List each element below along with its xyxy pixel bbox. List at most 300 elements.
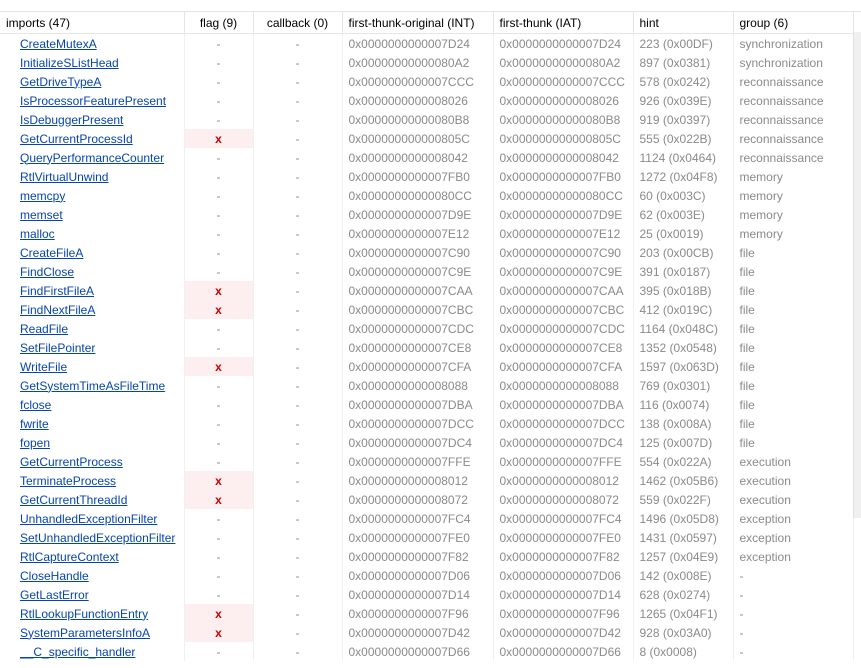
flag-cell: - <box>184 186 253 205</box>
int-cell: 0x0000000000008026 <box>342 91 493 110</box>
import-name-cell <box>0 357 184 376</box>
group-cell: file <box>733 395 853 414</box>
hint-cell: 1431 (0x0597) <box>633 528 733 547</box>
iat-cell: 0x0000000000007FFE <box>493 452 633 471</box>
callback-cell: - <box>253 167 342 186</box>
int-cell: 0x0000000000007CCC <box>342 72 493 91</box>
hint-cell: 628 (0x0274) <box>633 585 733 604</box>
table-row[interactable] <box>0 433 853 452</box>
import-name-link[interactable]: GetCurrentProcessId <box>20 131 133 146</box>
iat-cell: 0x0000000000007CDC <box>493 319 633 338</box>
header-imports[interactable]: imports (47) <box>0 12 184 34</box>
callback-cell: - <box>253 34 342 54</box>
flag-cell: - <box>184 376 253 395</box>
int-cell: 0x0000000000007D42 <box>342 623 493 642</box>
iat-cell: 0x0000000000008088 <box>493 376 633 395</box>
int-cell: 0x0000000000007D24 <box>342 34 493 54</box>
flag-cell: - <box>184 452 253 471</box>
callback-cell: - <box>253 471 342 490</box>
callback-cell: - <box>253 300 342 319</box>
import-name-cell <box>0 509 184 528</box>
vertical-scrollbar[interactable] <box>853 32 861 518</box>
import-name-link[interactable]: CreateFileA <box>20 245 84 260</box>
callback-cell: - <box>253 547 342 566</box>
iat-cell: 0x0000000000007C90 <box>493 243 633 262</box>
flag-cell: - <box>184 167 253 186</box>
import-name-cell <box>0 205 184 224</box>
callback-cell: - <box>253 509 342 528</box>
table-row[interactable] <box>0 53 853 72</box>
import-name-cell <box>0 433 184 452</box>
group-cell: synchronization <box>733 53 853 72</box>
import-name-link[interactable]: memset <box>20 207 63 222</box>
int-cell: 0x0000000000007CAA <box>342 281 493 300</box>
hint-cell: 1352 (0x0548) <box>633 338 733 357</box>
int-cell: 0x0000000000007FC4 <box>342 509 493 528</box>
import-name-cell <box>0 224 184 243</box>
hint-cell: 1164 (0x048C) <box>633 319 733 338</box>
group-cell: synchronization <box>733 34 853 54</box>
import-name-link[interactable]: FindClose <box>20 264 75 279</box>
table-row[interactable] <box>0 452 853 471</box>
flag-cell: x <box>184 357 253 376</box>
callback-cell: - <box>253 433 342 452</box>
import-name-link[interactable]: RtlLookupFunctionEntry <box>20 606 149 621</box>
group-cell: exception <box>733 509 853 528</box>
table-row[interactable] <box>0 338 853 357</box>
group-cell: file <box>733 262 853 281</box>
flag-cell: - <box>184 224 253 243</box>
table-row[interactable] <box>0 566 853 585</box>
iat-cell: 0x0000000000007FC4 <box>493 509 633 528</box>
callback-cell: - <box>253 490 342 509</box>
import-name-link[interactable]: UnhandledExceptionFilter <box>20 511 158 526</box>
flag-cell: - <box>184 528 253 547</box>
import-name-link[interactable]: RtlVirtualUnwind <box>20 169 109 184</box>
callback-cell: - <box>253 262 342 281</box>
imports-table <box>0 12 854 661</box>
table-row[interactable] <box>0 205 853 224</box>
import-name-link[interactable]: GetSystemTimeAsFileTime <box>20 378 166 393</box>
import-name-cell <box>0 547 184 566</box>
iat-cell: 0x0000000000007D06 <box>493 566 633 585</box>
int-cell: 0x00000000000080CC <box>342 186 493 205</box>
import-name-cell <box>0 376 184 395</box>
callback-cell: - <box>253 319 342 338</box>
iat-cell: 0x0000000000007FE0 <box>493 528 633 547</box>
hint-cell: 1496 (0x05D8) <box>633 509 733 528</box>
callback-cell: - <box>253 53 342 72</box>
int-cell: 0x0000000000007FE0 <box>342 528 493 547</box>
table-row[interactable] <box>0 357 853 376</box>
group-cell: execution <box>733 452 853 471</box>
table-row[interactable] <box>0 376 853 395</box>
iat-cell: 0x00000000000080CC <box>493 186 633 205</box>
import-name-link[interactable]: IsProcessorFeaturePresent <box>20 93 167 108</box>
table-row[interactable] <box>0 224 853 243</box>
hint-cell: 928 (0x03A0) <box>633 623 733 642</box>
int-cell: 0x0000000000007CBC <box>342 300 493 319</box>
import-name-link[interactable]: SetUnhandledExceptionFilter <box>20 530 176 545</box>
int-cell: 0x0000000000007DBA <box>342 395 493 414</box>
group-cell: file <box>733 414 853 433</box>
hint-cell: 203 (0x00CB) <box>633 243 733 262</box>
hint-cell: 559 (0x022F) <box>633 490 733 509</box>
iat-cell: 0x00000000000080B8 <box>493 110 633 129</box>
header-callback[interactable]: callback (0) <box>253 12 342 34</box>
int-cell: 0x0000000000007CDC <box>342 319 493 338</box>
hint-cell: 62 (0x003E) <box>633 205 733 224</box>
callback-cell: - <box>253 110 342 129</box>
flag-cell: - <box>184 642 253 661</box>
import-name-link[interactable]: ReadFile <box>20 321 69 336</box>
group-cell: - <box>733 604 853 623</box>
iat-cell: 0x0000000000007E12 <box>493 224 633 243</box>
import-name-cell <box>0 91 184 110</box>
callback-cell: - <box>253 186 342 205</box>
callback-cell: - <box>253 281 342 300</box>
hint-cell: 897 (0x0381) <box>633 53 733 72</box>
group-cell: memory <box>733 167 853 186</box>
hint-cell: 1265 (0x04F1) <box>633 604 733 623</box>
flag-cell: - <box>184 91 253 110</box>
import-name-link[interactable]: fopen <box>20 435 51 450</box>
iat-cell: 0x0000000000008042 <box>493 148 633 167</box>
iat-cell: 0x000000000000805C <box>493 129 633 148</box>
import-name-cell <box>0 452 184 471</box>
group-cell: - <box>733 585 853 604</box>
import-name-link[interactable]: malloc <box>20 226 55 241</box>
flag-cell: x <box>184 623 253 642</box>
int-cell: 0x0000000000008042 <box>342 148 493 167</box>
import-name-link[interactable]: SystemParametersInfoA <box>20 625 151 640</box>
import-name-link[interactable]: FindNextFileA <box>20 302 96 317</box>
group-cell: memory <box>733 205 853 224</box>
group-cell: - <box>733 623 853 642</box>
iat-cell: 0x00000000000080A2 <box>493 53 633 72</box>
table-row[interactable] <box>0 129 853 148</box>
table-row[interactable] <box>0 490 853 509</box>
int-cell: 0x0000000000008072 <box>342 490 493 509</box>
int-cell: 0x0000000000007D06 <box>342 566 493 585</box>
group-cell: - <box>733 566 853 585</box>
import-name-cell <box>0 34 184 54</box>
group-cell: execution <box>733 490 853 509</box>
import-name-link[interactable]: RtlCaptureContext <box>20 549 119 564</box>
int-cell: 0x0000000000007DC4 <box>342 433 493 452</box>
int-cell: 0x0000000000007C90 <box>342 243 493 262</box>
flag-cell: x <box>184 300 253 319</box>
hint-cell: 60 (0x003C) <box>633 186 733 205</box>
callback-cell: - <box>253 224 342 243</box>
table-row[interactable] <box>0 319 853 338</box>
top-border <box>0 0 861 12</box>
hint-cell: 142 (0x008E) <box>633 566 733 585</box>
table-row[interactable] <box>0 262 853 281</box>
int-cell: 0x0000000000007D14 <box>342 585 493 604</box>
hint-cell: 555 (0x022B) <box>633 129 733 148</box>
flag-cell: x <box>184 490 253 509</box>
header-iat[interactable]: first-thunk (IAT) <box>493 12 633 34</box>
import-name-cell <box>0 186 184 205</box>
table-row[interactable] <box>0 414 853 433</box>
table-row[interactable] <box>0 509 853 528</box>
hint-cell: 1257 (0x04E9) <box>633 547 733 566</box>
flag-cell: - <box>184 509 253 528</box>
callback-cell: - <box>253 604 342 623</box>
group-cell: reconnaissance <box>733 110 853 129</box>
callback-cell: - <box>253 566 342 585</box>
table-row[interactable] <box>0 528 853 547</box>
flag-cell: - <box>184 319 253 338</box>
flag-cell: - <box>184 566 253 585</box>
int-cell: 0x0000000000007F82 <box>342 547 493 566</box>
import-name-cell <box>0 623 184 642</box>
callback-cell: - <box>253 357 342 376</box>
int-cell: 0x0000000000008088 <box>342 376 493 395</box>
table-row[interactable] <box>0 395 853 414</box>
import-name-cell <box>0 243 184 262</box>
flag-cell: - <box>184 414 253 433</box>
import-name-link[interactable]: GetCurrentProcess <box>20 454 123 469</box>
iat-cell: 0x0000000000007C9E <box>493 262 633 281</box>
iat-cell: 0x0000000000008026 <box>493 91 633 110</box>
callback-cell: - <box>253 452 342 471</box>
import-name-cell <box>0 604 184 623</box>
iat-cell: 0x0000000000007DBA <box>493 395 633 414</box>
import-name-cell <box>0 148 184 167</box>
callback-cell: - <box>253 243 342 262</box>
flag-cell: x <box>184 471 253 490</box>
flag-cell: - <box>184 148 253 167</box>
table-row[interactable] <box>0 471 853 490</box>
import-name-cell <box>0 319 184 338</box>
group-cell: file <box>733 338 853 357</box>
int-cell: 0x0000000000007C9E <box>342 262 493 281</box>
iat-cell: 0x0000000000008072 <box>493 490 633 509</box>
header-group[interactable]: group (6) <box>733 12 853 34</box>
group-cell: file <box>733 243 853 262</box>
iat-cell: 0x0000000000007CCC <box>493 72 633 91</box>
flag-cell: - <box>184 205 253 224</box>
iat-cell: 0x0000000000007D9E <box>493 205 633 224</box>
import-name-link[interactable]: __C_specific_handler <box>20 644 136 659</box>
import-name-cell <box>0 490 184 509</box>
table-row[interactable] <box>0 585 853 604</box>
group-cell: memory <box>733 224 853 243</box>
hint-cell: 769 (0x0301) <box>633 376 733 395</box>
iat-cell: 0x0000000000007DC4 <box>493 433 633 452</box>
iat-cell: 0x0000000000007D42 <box>493 623 633 642</box>
flag-cell: - <box>184 338 253 357</box>
import-name-cell <box>0 72 184 91</box>
flag-cell: - <box>184 547 253 566</box>
int-cell: 0x0000000000007E12 <box>342 224 493 243</box>
hint-cell: 1124 (0x0464) <box>633 148 733 167</box>
iat-cell: 0x0000000000007CAA <box>493 281 633 300</box>
import-name-link[interactable]: FindFirstFileA <box>20 283 95 298</box>
import-name-link[interactable]: fclose <box>20 397 52 412</box>
import-name-cell <box>0 300 184 319</box>
table-row[interactable] <box>0 34 853 54</box>
callback-cell: - <box>253 72 342 91</box>
flag-cell: - <box>184 262 253 281</box>
import-name-cell <box>0 338 184 357</box>
callback-cell: - <box>253 91 342 110</box>
iat-cell: 0x0000000000008012 <box>493 471 633 490</box>
group-cell: memory <box>733 186 853 205</box>
flag-cell: x <box>184 604 253 623</box>
table-row[interactable] <box>0 148 853 167</box>
group-cell: file <box>733 357 853 376</box>
import-name-cell <box>0 281 184 300</box>
iat-cell: 0x0000000000007D66 <box>493 642 633 661</box>
import-name-link[interactable]: CloseHandle <box>20 568 89 583</box>
int-cell: 0x00000000000080A2 <box>342 53 493 72</box>
callback-cell: - <box>253 623 342 642</box>
group-cell: reconnaissance <box>733 148 853 167</box>
flag-cell: x <box>184 129 253 148</box>
table-row[interactable] <box>0 281 853 300</box>
hint-cell: 25 (0x0019) <box>633 224 733 243</box>
group-cell: reconnaissance <box>733 129 853 148</box>
table-row[interactable] <box>0 167 853 186</box>
callback-cell: - <box>253 414 342 433</box>
int-cell: 0x0000000000007DCC <box>342 414 493 433</box>
hint-cell: 391 (0x0187) <box>633 262 733 281</box>
table-row[interactable] <box>0 604 853 623</box>
import-name-link[interactable]: TerminateProcess <box>20 473 117 488</box>
hint-cell: 578 (0x0242) <box>633 72 733 91</box>
import-name-cell <box>0 528 184 547</box>
int-cell: 0x0000000000007FFE <box>342 452 493 471</box>
import-name-link[interactable]: GetCurrentThreadId <box>20 492 128 507</box>
import-name-cell <box>0 585 184 604</box>
callback-cell: - <box>253 338 342 357</box>
flag-cell: - <box>184 433 253 452</box>
hint-cell: 8 (0x0008) <box>633 642 733 661</box>
table-row[interactable] <box>0 642 853 661</box>
hint-cell: 919 (0x0397) <box>633 110 733 129</box>
group-cell: file <box>733 319 853 338</box>
table-row[interactable] <box>0 186 853 205</box>
iat-cell: 0x0000000000007FB0 <box>493 167 633 186</box>
callback-cell: - <box>253 642 342 661</box>
int-cell: 0x00000000000080B8 <box>342 110 493 129</box>
hint-cell: 125 (0x007D) <box>633 433 733 452</box>
table-row[interactable] <box>0 623 853 642</box>
callback-cell: - <box>253 528 342 547</box>
hint-cell: 395 (0x018B) <box>633 281 733 300</box>
callback-cell: - <box>253 148 342 167</box>
import-name-cell <box>0 566 184 585</box>
group-cell: reconnaissance <box>733 72 853 91</box>
flag-cell: x <box>184 281 253 300</box>
flag-cell: - <box>184 53 253 72</box>
header-int[interactable]: first-thunk-original (INT) <box>342 12 493 34</box>
iat-cell: 0x0000000000007CFA <box>493 357 633 376</box>
import-name-cell <box>0 110 184 129</box>
iat-cell: 0x0000000000007D24 <box>493 34 633 54</box>
group-cell: exception <box>733 528 853 547</box>
table-row[interactable] <box>0 110 853 129</box>
iat-cell: 0x0000000000007F82 <box>493 547 633 566</box>
hint-cell: 554 (0x022A) <box>633 452 733 471</box>
import-name-link[interactable]: IsDebuggerPresent <box>20 112 124 127</box>
flag-cell: - <box>184 72 253 91</box>
callback-cell: - <box>253 376 342 395</box>
hint-cell: 1462 (0x05B6) <box>633 471 733 490</box>
group-cell: file <box>733 300 853 319</box>
int-cell: 0x0000000000007CFA <box>342 357 493 376</box>
callback-cell: - <box>253 395 342 414</box>
iat-cell: 0x0000000000007DCC <box>493 414 633 433</box>
header-flag[interactable]: flag (9) <box>184 12 253 34</box>
callback-cell: - <box>253 585 342 604</box>
import-name-link[interactable]: WriteFile <box>20 359 68 374</box>
group-cell: execution <box>733 471 853 490</box>
table-row[interactable] <box>0 243 853 262</box>
group-cell: - <box>733 642 853 661</box>
flag-cell: - <box>184 34 253 54</box>
table-row[interactable] <box>0 91 853 110</box>
import-name-link[interactable]: CreateMutexA <box>20 36 97 51</box>
import-name-cell <box>0 167 184 186</box>
import-name-cell <box>0 53 184 72</box>
int-cell: 0x000000000000805C <box>342 129 493 148</box>
group-cell: file <box>733 376 853 395</box>
group-cell: reconnaissance <box>733 91 853 110</box>
hint-cell: 223 (0x00DF) <box>633 34 733 54</box>
callback-cell: - <box>253 205 342 224</box>
hint-cell: 1597 (0x063D) <box>633 357 733 376</box>
iat-cell: 0x0000000000007F96 <box>493 604 633 623</box>
import-name-link[interactable]: GetDriveTypeA <box>20 74 102 89</box>
int-cell: 0x0000000000007D9E <box>342 205 493 224</box>
table-row[interactable] <box>0 72 853 91</box>
import-name-link[interactable]: fwrite <box>20 416 49 431</box>
header-hint[interactable]: hint <box>633 12 733 34</box>
int-cell: 0x0000000000007CE8 <box>342 338 493 357</box>
int-cell: 0x0000000000007D66 <box>342 642 493 661</box>
import-name-link[interactable]: QueryPerformanceCounter <box>20 150 165 165</box>
hint-cell: 116 (0x0074) <box>633 395 733 414</box>
table-header-row <box>0 12 853 34</box>
int-cell: 0x0000000000007F96 <box>342 604 493 623</box>
import-name-cell <box>0 129 184 148</box>
table-row[interactable] <box>0 547 853 566</box>
group-cell: file <box>733 433 853 452</box>
iat-cell: 0x0000000000007CE8 <box>493 338 633 357</box>
import-name-cell <box>0 395 184 414</box>
hint-cell: 926 (0x039E) <box>633 91 733 110</box>
group-cell: file <box>733 281 853 300</box>
import-name-link[interactable]: memcpy <box>20 188 66 203</box>
import-name-link[interactable]: SetFilePointer <box>20 340 96 355</box>
import-name-cell <box>0 262 184 281</box>
import-name-link[interactable]: GetLastError <box>20 587 89 602</box>
flag-cell: - <box>184 395 253 414</box>
table-row[interactable] <box>0 300 853 319</box>
int-cell: 0x0000000000008012 <box>342 471 493 490</box>
import-name-cell <box>0 642 184 661</box>
import-name-cell <box>0 471 184 490</box>
import-name-link[interactable]: InitializeSListHead <box>20 55 119 70</box>
iat-cell: 0x0000000000007D14 <box>493 585 633 604</box>
import-name-cell <box>0 414 184 433</box>
iat-cell: 0x0000000000007CBC <box>493 300 633 319</box>
callback-cell: - <box>253 129 342 148</box>
